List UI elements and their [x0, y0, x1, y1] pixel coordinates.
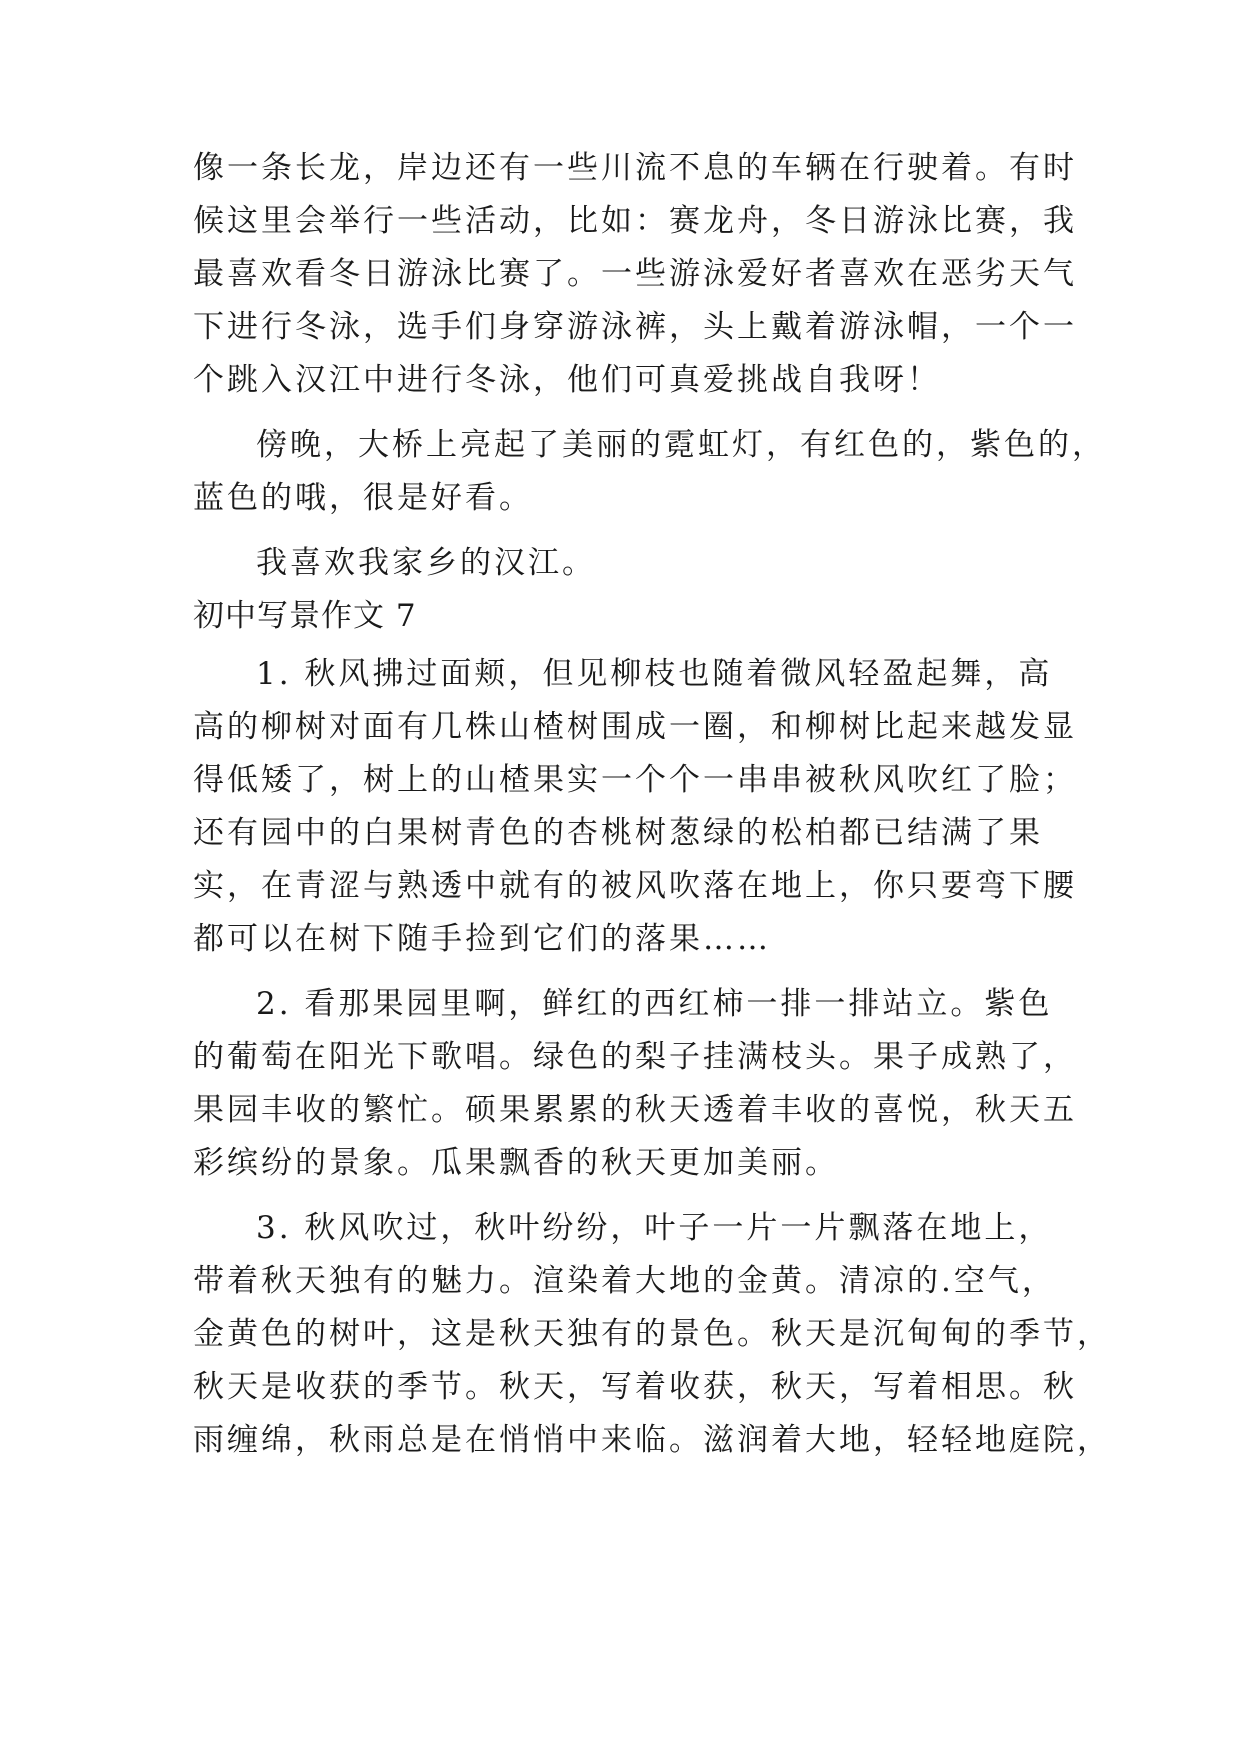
text-line: 都可以在树下随手捡到它们的落果……: [193, 921, 771, 957]
paragraph-start-line: 我喜欢我家乡的汉江。: [256, 545, 596, 581]
text-line: 高的柳树对面有几株山楂树围成一圈，和柳树比起来越发显: [193, 709, 1077, 745]
text-line: 像一条长龙，岸边还有一些川流不息的车辆在行驶着。有时: [193, 150, 1077, 186]
text-line: 蓝色的哦，很是好看。: [193, 480, 533, 516]
text-line: 下进行冬泳，选手们身穿游泳裤，头上戴着游泳帽，一个一: [193, 309, 1077, 345]
text-line: 带着秋天独有的魅力。渲染着大地的金黄。清凉的.空气，: [193, 1263, 1056, 1299]
section-heading: 初中写景作文 7: [193, 598, 417, 634]
paragraph-start-line: 2. 看那果园里啊，鲜红的西红柿一排一排站立。紫色: [256, 986, 1053, 1022]
text-line: 还有园中的白果树青色的杏桃树葱绿的松柏都已结满了果: [193, 815, 1043, 851]
text-line: 个跳入汉江中进行冬泳，他们可真爱挑战自我呀！: [193, 362, 941, 398]
text-line: 得低矮了，树上的山楂果实一个个一串串被秋风吹红了脸；: [193, 762, 1077, 798]
text-line: 实，在青涩与熟透中就有的被风吹落在地上，你只要弯下腰: [193, 868, 1077, 904]
paragraph-start-line: 傍晚，大桥上亮起了美丽的霓虹灯，有红色的，紫色的，: [256, 427, 1106, 463]
text-line: 彩缤纷的景象。瓜果飘香的秋天更加美丽。: [193, 1145, 839, 1181]
paragraph-start-line: 3. 秋风吹过，秋叶纷纷，叶子一片一片飘落在地上，: [256, 1210, 1053, 1246]
text-line: 雨缠绵，秋雨总是在悄悄中来临。滋润着大地，轻轻地庭院，: [193, 1422, 1111, 1458]
text-line: 果园丰收的繁忙。硕果累累的秋天透着丰收的喜悦，秋天五: [193, 1092, 1077, 1128]
text-line: 秋天是收获的季节。秋天，写着收获，秋天，写着相思。秋: [193, 1369, 1077, 1405]
paragraph-start-line: 1. 秋风拂过面颊，但见柳枝也随着微风轻盈起舞，高: [256, 656, 1053, 692]
text-line: 候这里会举行一些活动，比如：赛龙舟，冬日游泳比赛，我: [193, 203, 1077, 239]
text-line: 金黄色的树叶，这是秋天独有的景色。秋天是沉甸甸的季节，: [193, 1316, 1111, 1352]
text-line: 的葡萄在阳光下歌唱。绿色的梨子挂满枝头。果子成熟了，: [193, 1039, 1077, 1075]
text-line: 最喜欢看冬日游泳比赛了。一些游泳爱好者喜欢在恶劣天气: [193, 256, 1077, 292]
